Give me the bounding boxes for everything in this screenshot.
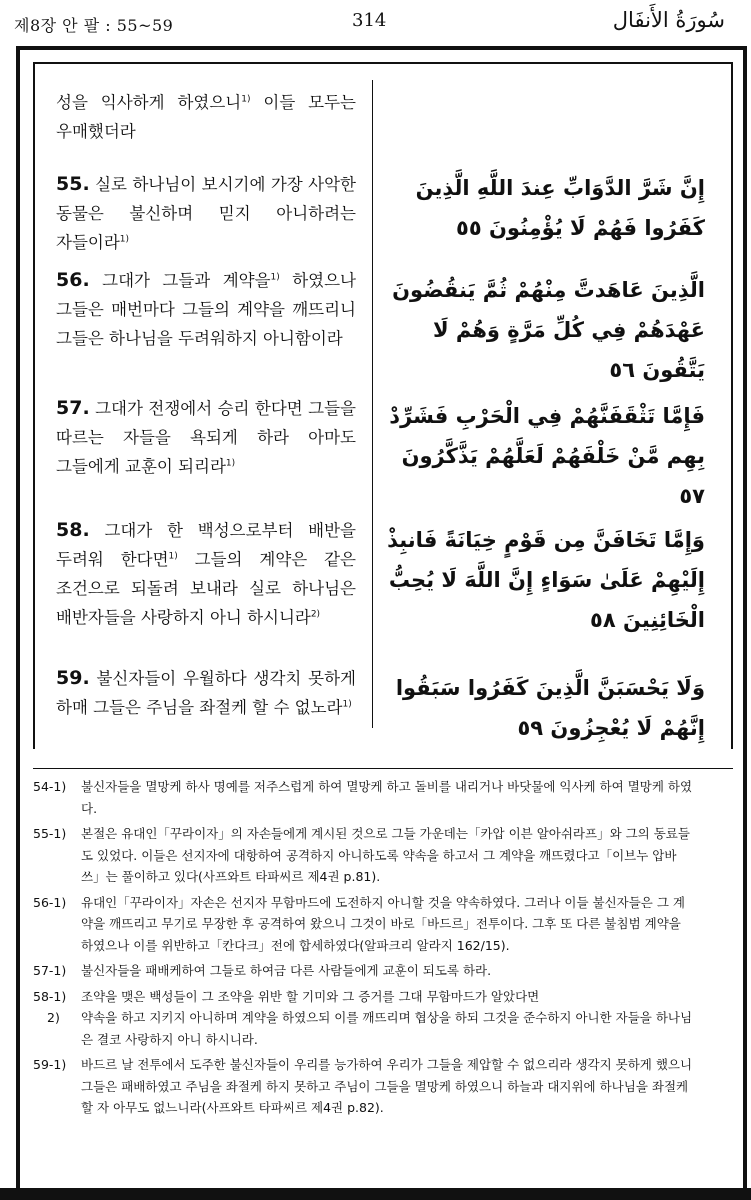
verse-text: 그대가 그들과 계약을 bbox=[89, 271, 271, 290]
footnote-label: 57-1) bbox=[33, 963, 67, 978]
verse-text: 그대가 전쟁에서 승리 한다면 그들을 따르는 자들을 욕되게 하라 아마도 그들에게 교훈이 되리라 bbox=[56, 399, 356, 476]
footnote-ref: 1) bbox=[225, 458, 236, 469]
verse-text: 불신자들이 우월하다 생각치 못하게 하매 그들은 주님을 좌절케 할 수 없노라 bbox=[56, 669, 356, 717]
footnote-text: 불신자들을 멸망케 하사 명예를 저주스럽게 하여 멸망케 하고 돌비를 내리거나 바닷물에 익사케 하여 멸망케 하였다. bbox=[81, 779, 693, 816]
footnote-text: 바드르 날 전투에서 도주한 불신자들이 우리를 능가하여 우리가 그들을 제압할 수 없으리라 생각지 못하게 했으니 그들은 패배하였고 주님을 좌절케 하지 못하고 주님이 그들을 멸망케 하였으니 하늘과 대지위에 하나님을 좌절케 할 자 아무도 없느니라(사프와트 타파씨르 제4권 p.82). bbox=[81, 1057, 693, 1115]
footnote bbox=[33, 776, 693, 819]
verse-text: 하였으나 그들은 매번마다 그들의 계약을 깨뜨리니 그들은 하나님을 두려워하지 아니함이라 bbox=[56, 271, 356, 348]
verse-number: 58. bbox=[56, 519, 90, 541]
footnote-ref: 1) bbox=[342, 699, 352, 710]
footnote-ref: 1) bbox=[168, 551, 178, 562]
verse-text: 그들의 계약은 같은 조건으로 되돌려 보내라 실로 하나님은 배반자들을 사랑하지 아니 하시니라 bbox=[56, 550, 356, 627]
page-header bbox=[0, 0, 751, 40]
footnote bbox=[33, 823, 693, 888]
footnote bbox=[33, 1007, 693, 1050]
footnotes bbox=[33, 772, 693, 1119]
footnote-text: 조약을 맺은 백성들이 그 조약을 위반 할 기미와 그 증거를 그대 무함마드가 알았다면 bbox=[81, 988, 540, 1004]
column-divider bbox=[372, 80, 373, 728]
sura-title: سُورَةُ الأَنفَال bbox=[612, 8, 725, 32]
verse-59 bbox=[56, 664, 356, 722]
arabic-verse-55: إِنَّ شَرَّ الدَّوَابِّ عِندَ اللَّهِ الَّذِينَ كَفَرُوا فَهُمْ لَا يُؤْمِنُونَ ٥٥ bbox=[415, 176, 705, 240]
footnote-ref: 1) bbox=[241, 94, 251, 105]
verse-54-continuation bbox=[56, 88, 356, 146]
bottom-edge-bar bbox=[0, 1188, 751, 1200]
arabic-verse-56: الَّذِينَ عَاهَدتَّ مِنْهُمْ ثُمَّ يَنقُضُونَ عَهْدَهُمْ فِي كُلِّ مَرَّةٍ وَهُمْ لَا يَتَّقُونَ ٥٦ bbox=[392, 278, 705, 382]
footnote-ref: 2) bbox=[310, 609, 321, 620]
verse-text: 실로 하나님이 보시기에 가장 사악한 동물은 불신하며 믿지 아니하려는 자들이라 bbox=[56, 175, 356, 252]
footnote-label: 58-1) bbox=[33, 988, 67, 1004]
verse-number: 56. bbox=[56, 269, 90, 291]
page-number: 314 bbox=[352, 10, 387, 31]
verse-57 bbox=[56, 394, 356, 481]
chapter-heading: 제8장 안 팔 : 55~59 bbox=[14, 16, 174, 35]
footnote-ref: 1) bbox=[119, 234, 130, 245]
footnote bbox=[33, 892, 693, 957]
verse-text: 성을 익사하게 하였으니 bbox=[56, 93, 242, 112]
footnote bbox=[33, 960, 693, 982]
footnote-text: 본절은 유대인「꾸라이자」의 자손들에게 계시된 것으로 그들 가운데는「카압 이븐 알아쉬라프」와 그의 동료들도 있었다. 이들은 선지자에 대항하여 공격하지 아니하도록 약속을 하고서 그 계약을 깨뜨렸다고「이브누 압바쓰」는 풀이하고 있다(사프와트 타파씨르 제4권 p.81). bbox=[81, 826, 690, 884]
footnote-text: 불신자들을 패배케하여 그들로 하여금 다른 사람들에게 교훈이 되도록 하라. bbox=[81, 963, 492, 978]
arabic-verse-59: وَلَا يَحْسَبَنَّ الَّذِينَ كَفَرُوا سَبَقُوا إِنَّهُمْ لَا يُعْجِزُونَ ٥٩ bbox=[395, 676, 705, 740]
footnote-label: 54-1) bbox=[33, 779, 67, 794]
arabic-verse-57: فَإِمَّا تَثْقَفَنَّهُمْ فِي الْحَرْبِ فَشَرِّدْ بِهِم مَّنْ خَلْفَهُمْ لَعَلَّهُمْ يَذَّكَّرُونَ ٥٧ bbox=[389, 404, 705, 508]
footnote-text: 약속을 하고 지키지 아니하며 계약을 하였으되 이를 깨뜨리며 협상을 하되 그것을 준수하지 아니한 자들을 하나님은 결코 사랑하지 아니 하시니라. bbox=[81, 1010, 693, 1047]
verse-number: 55. bbox=[56, 173, 90, 195]
verse-text: 이들 모두는 우매했더라 bbox=[56, 93, 356, 141]
verse-number: 57. bbox=[56, 397, 90, 419]
footnote-separator bbox=[33, 768, 733, 769]
verse-text: 그대가 한 백성으로부터 배반을 두려워 한다면 bbox=[56, 521, 356, 569]
footnote-text: 유대인「꾸라이자」자손은 선지자 무함마드에 도전하지 아니할 것을 약속하였다. 그러나 이들 불신자들은 그 계약을 깨뜨리고 무기로 무장한 후 공격하여 왔으니 그것이 바로「바드르」전투이다. 그후 또 다른 불침범 계약을 하였으나 이를 위반하고「칸다크」전에 합세하였다(알파크리 알라지 162/15). bbox=[81, 894, 685, 953]
arabic-verse-58: وَإِمَّا تَخَافَنَّ مِن قَوْمٍ خِيَانَةً فَانبِذْ إِلَيْهِمْ عَلَىٰ سَوَاءٍ إِنَّ اللَّهَ لَا يُحِبُّ الْخَائِنِينَ ٥٨ bbox=[387, 528, 705, 632]
footnote bbox=[33, 986, 693, 1008]
verse-58 bbox=[56, 516, 356, 632]
verse-55 bbox=[56, 170, 356, 257]
verse-number: 59. bbox=[56, 667, 90, 689]
footnote-label: 59-1) bbox=[33, 1057, 67, 1072]
footnote-ref: 1) bbox=[270, 272, 280, 283]
footnote-label: 55-1) bbox=[33, 826, 67, 841]
footnote bbox=[33, 1054, 693, 1119]
footnote-label: 56-1) bbox=[33, 894, 67, 910]
footnote-label: 2) bbox=[47, 1010, 60, 1025]
verse-56 bbox=[56, 266, 356, 353]
